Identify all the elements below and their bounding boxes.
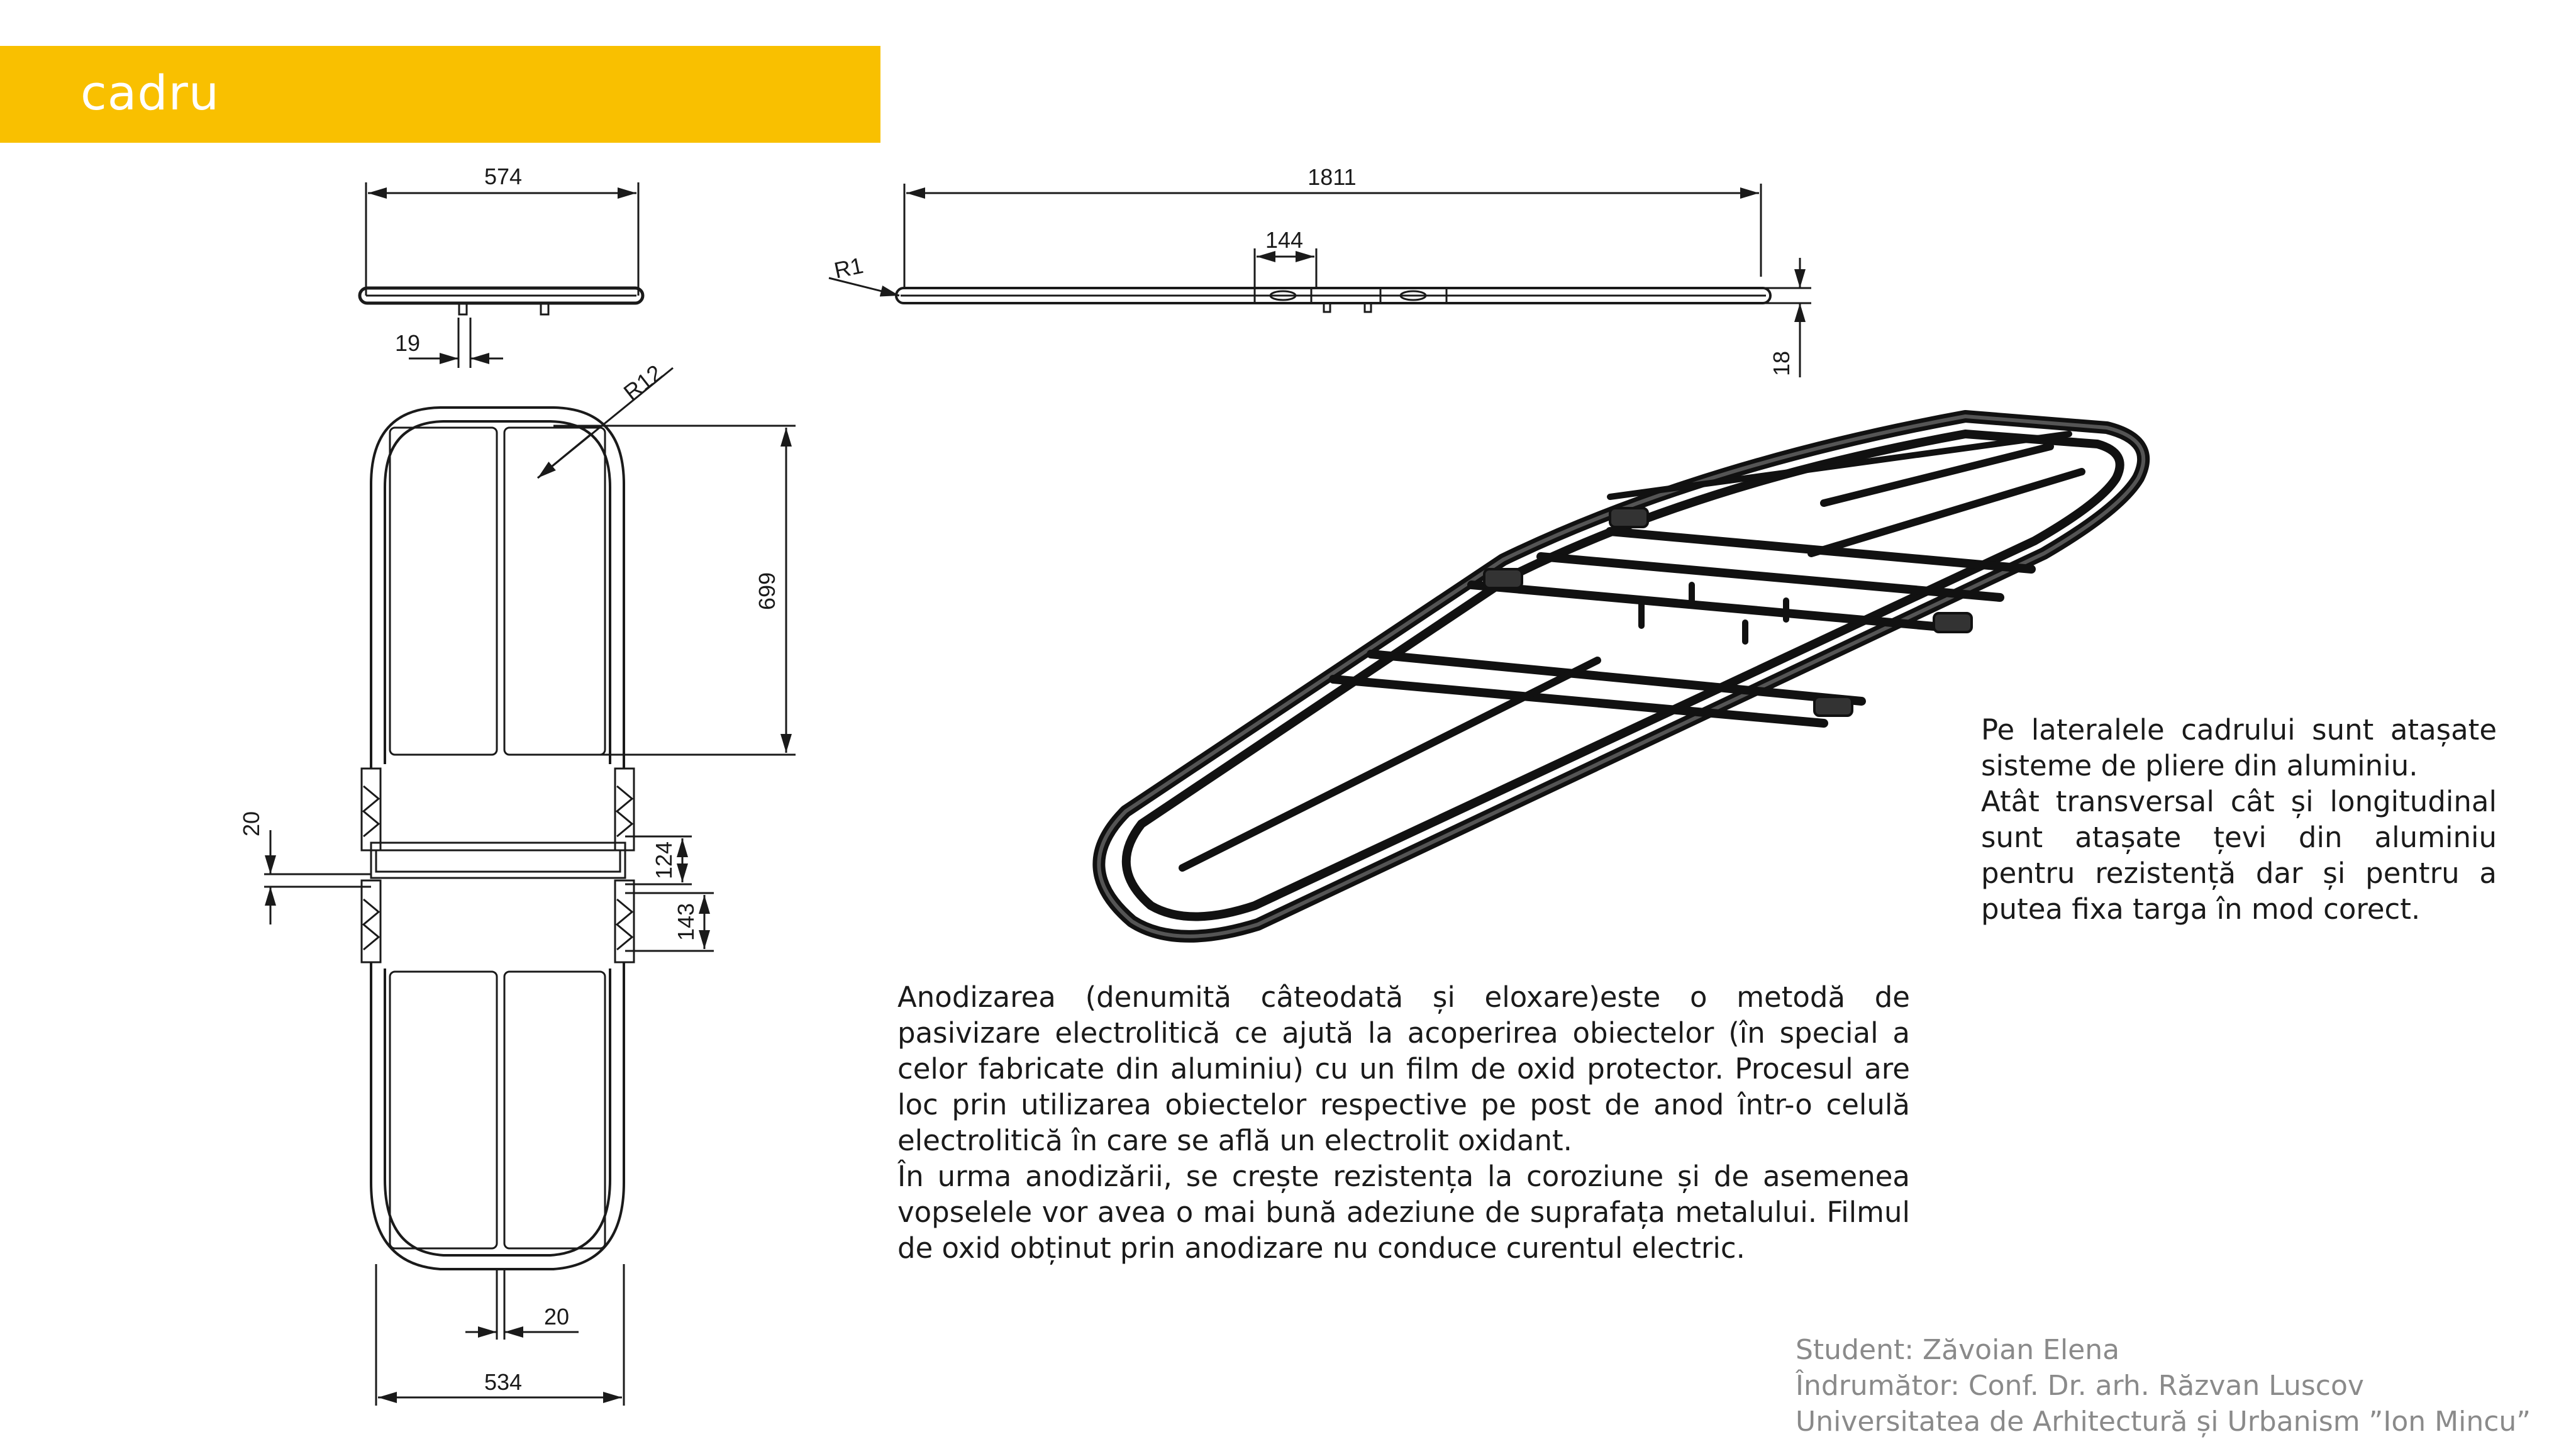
dim-top-leg: 19 [394,330,421,356]
dim-side-height: 18 [1768,350,1794,377]
dim-plan-lower: 143 [673,902,699,941]
anodizing-description [897,979,1910,1266]
dim-plan-width: 534 [484,1369,523,1395]
dim-side-radius: R1 [831,252,866,284]
page-title: cadru [80,65,220,121]
dim-plan-length: 699 [754,572,780,611]
dim-plan-mid: 124 [651,841,677,880]
credits-block [1796,1332,2550,1440]
plan-view-drawing [362,408,634,1269]
dim-plan-bottom-gap: 20 [543,1304,570,1330]
side-paragraph-1: Pe lateralele cadrului sunt atașate sisteme de pliere din aluminiu. [1981,713,2497,782]
credit-student: Student: Zăvoian Elena [1796,1334,2120,1366]
dim-side-length: 1811 [1307,164,1357,190]
side-description [1981,712,2497,927]
plan-dimension-lines [264,368,796,1406]
dim-plan-gap: 20 [238,811,264,837]
credit-coordinator: Îndrumător: Conf. Dr. arh. Răzvan Luscov [1796,1370,2364,1402]
main-paragraph-1: Anodizarea (denumită câteodată și eloxare)este o metodă de pasivizare electrolitică ce ajută la acoperirea obiectelor (în special a celor fabricate din aluminiu) cu un film de oxid protector. Procesul are loc prin utilizarea obiectelor respective pe post de anod într-o celulă electrolitică în care se află un electrolit oxidant. [897,980,1910,1157]
main-paragraph-2: În urma anodizării, se crește rezistența la coroziune și de asemenea vopselele vor avea o mai bună adeziune de suprafața metalului. Filmul de oxid obținut prin anodizare nu conduce curentul electric. [897,1160,1910,1265]
credit-university: Universitatea de Arhitectură și Urbanism ”Ion Mincu” [1796,1406,2531,1438]
side-paragraph-2: Atât transversal cât și longitudinal sunt atașate țevi din aluminiu pentru rezistență dar și pentru a putea fixa targa în mod corect. [1981,785,2497,926]
dim-top-width: 574 [484,164,523,189]
dim-plan-radius: R12 [618,359,667,406]
dim-side-hinge: 144 [1265,227,1304,253]
side-view-drawing [829,184,1811,377]
